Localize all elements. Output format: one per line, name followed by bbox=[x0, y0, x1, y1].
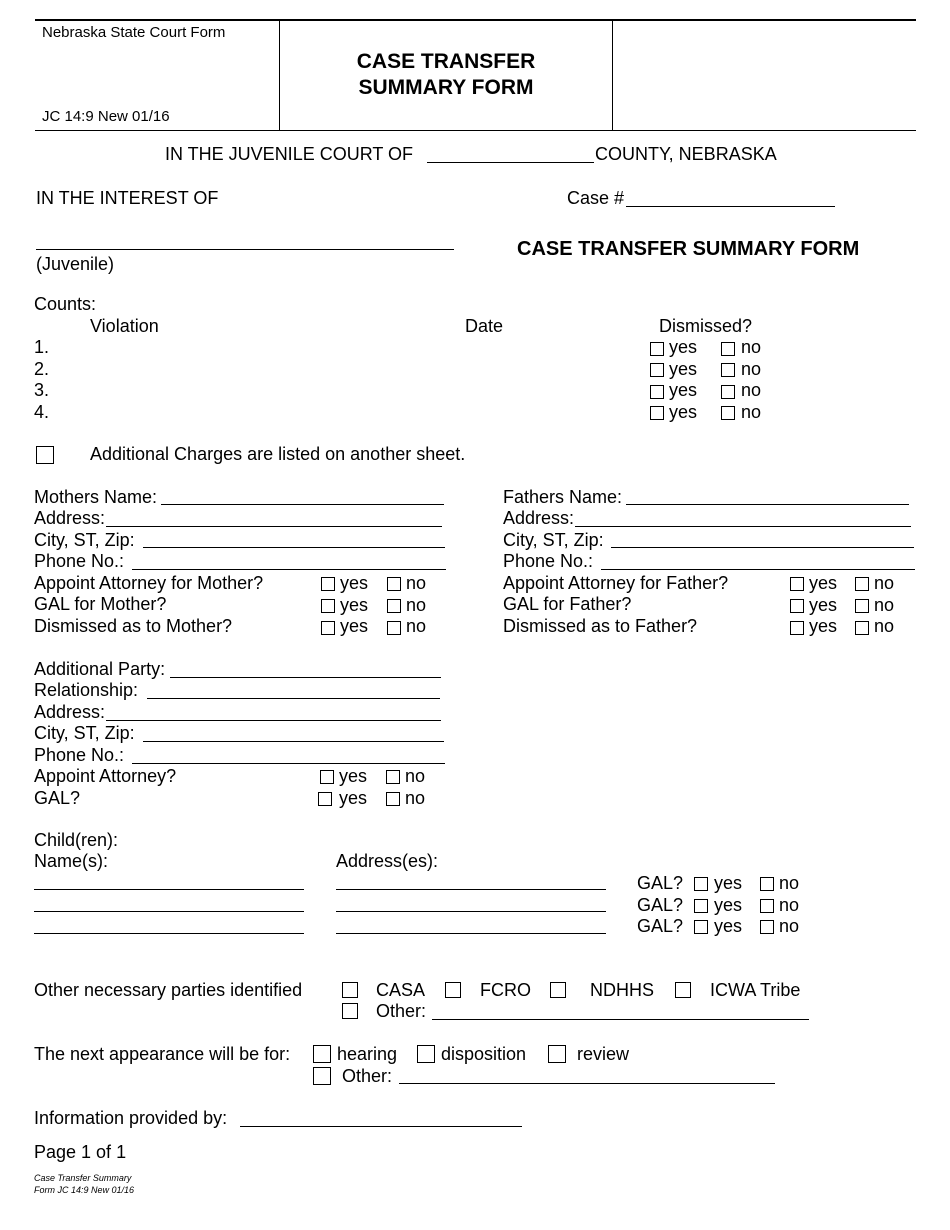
count-2-dismissed-yes-checkbox[interactable] bbox=[650, 363, 664, 377]
yes-label: yes bbox=[340, 595, 369, 615]
additional-party-field[interactable] bbox=[170, 677, 441, 678]
count-3-dismissed-no-checkbox[interactable] bbox=[721, 385, 735, 399]
count-row-number: 3. bbox=[34, 380, 50, 400]
child-3-gal-yes-checkbox[interactable] bbox=[694, 920, 708, 934]
party-city-label: City, ST, Zip: bbox=[34, 723, 135, 743]
count-1-dismissed-yes-checkbox[interactable] bbox=[650, 342, 664, 356]
yes-label: yes bbox=[714, 916, 743, 936]
page-number: Page 1 of 1 bbox=[34, 1142, 127, 1162]
no-label: no bbox=[741, 380, 762, 400]
yes-label: yes bbox=[340, 616, 369, 636]
relationship-field[interactable] bbox=[147, 698, 440, 699]
header-title-line2: SUMMARY FORM bbox=[358, 76, 534, 99]
yes-label: yes bbox=[669, 380, 698, 400]
party-phone-label: Phone No.: bbox=[34, 745, 125, 765]
child-gal-label: GAL? bbox=[637, 916, 684, 936]
disposition-checkbox[interactable] bbox=[417, 1045, 435, 1063]
no-label: no bbox=[741, 402, 762, 422]
count-3-dismissed-yes-checkbox[interactable] bbox=[650, 385, 664, 399]
no-label: no bbox=[779, 895, 800, 915]
yes-label: yes bbox=[669, 337, 698, 357]
next-appearance-other-field[interactable] bbox=[399, 1083, 775, 1084]
yes-label: yes bbox=[339, 788, 368, 808]
count-row-number: 1. bbox=[34, 337, 50, 357]
other-party-label: Other: bbox=[376, 1001, 427, 1021]
ndhhs-checkbox[interactable] bbox=[550, 982, 566, 998]
case-number-label: Case # bbox=[567, 188, 625, 208]
yes-label: yes bbox=[340, 573, 369, 593]
header-divider-left bbox=[279, 20, 280, 131]
no-label: no bbox=[874, 595, 895, 615]
mother-dismissed-no-checkbox[interactable] bbox=[387, 621, 401, 635]
other-party-checkbox[interactable] bbox=[342, 1003, 358, 1019]
party-phone-field[interactable] bbox=[132, 763, 445, 764]
child-gal-label: GAL? bbox=[637, 873, 684, 893]
court-suffix: COUNTY, NEBRASKA bbox=[595, 144, 777, 164]
icwa-tribe-checkbox[interactable] bbox=[675, 982, 691, 998]
mother-gal-label: GAL for Mother? bbox=[34, 594, 167, 614]
mother-city-field[interactable] bbox=[143, 547, 445, 548]
other-parties-label: Other necessary parties identified bbox=[34, 980, 303, 1000]
additional-charges-checkbox[interactable] bbox=[36, 446, 54, 464]
disposition-label: disposition bbox=[441, 1044, 527, 1064]
father-phone-label: Phone No.: bbox=[503, 551, 594, 571]
father-dismissed-yes-checkbox[interactable] bbox=[790, 621, 804, 635]
header-divider-right bbox=[612, 20, 613, 131]
child-name-field[interactable] bbox=[34, 933, 304, 934]
father-attorney-no-checkbox[interactable] bbox=[855, 577, 869, 591]
party-attorney-no-checkbox[interactable] bbox=[386, 770, 400, 784]
fcro-label: FCRO bbox=[480, 980, 531, 1000]
no-label: no bbox=[779, 873, 800, 893]
father-phone-field[interactable] bbox=[601, 569, 915, 570]
no-label: no bbox=[874, 573, 895, 593]
father-attorney-label: Appoint Attorney for Father? bbox=[503, 573, 729, 593]
father-address-label: Address: bbox=[503, 508, 575, 528]
father-name-field[interactable] bbox=[626, 504, 909, 505]
footer-line2: Form JC 14:9 New 01/16 bbox=[34, 1185, 135, 1195]
mother-attorney-yes-checkbox[interactable] bbox=[321, 577, 335, 591]
count-row-number: 2. bbox=[34, 359, 50, 379]
juvenile-name-field[interactable] bbox=[36, 249, 454, 250]
relationship-label: Relationship: bbox=[34, 680, 139, 700]
yes-label: yes bbox=[339, 766, 368, 786]
count-1-dismissed-no-checkbox[interactable] bbox=[721, 342, 735, 356]
father-dismissed-label: Dismissed as to Father? bbox=[503, 616, 698, 636]
children-addresses-label: Address(es): bbox=[336, 851, 439, 871]
mother-gal-no-checkbox[interactable] bbox=[387, 599, 401, 613]
no-label: no bbox=[405, 766, 426, 786]
count-4-dismissed-yes-checkbox[interactable] bbox=[650, 406, 664, 420]
yes-label: yes bbox=[809, 573, 838, 593]
next-appearance-other-checkbox[interactable] bbox=[313, 1067, 331, 1085]
casa-label: CASA bbox=[376, 980, 426, 1000]
father-gal-no-checkbox[interactable] bbox=[855, 599, 869, 613]
child-gal-label: GAL? bbox=[637, 895, 684, 915]
header-title-line1: CASE TRANSFER bbox=[356, 50, 536, 73]
child-address-field[interactable] bbox=[336, 911, 606, 912]
state-form-label: Nebraska State Court Form bbox=[42, 24, 226, 41]
next-appearance-other-label: Other: bbox=[342, 1066, 393, 1086]
county-field[interactable] bbox=[427, 162, 594, 163]
no-label: no bbox=[406, 573, 427, 593]
party-gal-label: GAL? bbox=[34, 788, 81, 808]
no-label: no bbox=[406, 595, 427, 615]
ndhhs-label: NDHHS bbox=[590, 980, 655, 1000]
juvenile-label: (Juvenile) bbox=[36, 254, 115, 274]
info-provided-label: Information provided by: bbox=[34, 1108, 228, 1128]
party-gal-no-checkbox[interactable] bbox=[386, 792, 400, 806]
child-name-field[interactable] bbox=[34, 889, 304, 890]
child-2-gal-no-checkbox[interactable] bbox=[760, 899, 774, 913]
case-number-field[interactable] bbox=[626, 206, 835, 207]
count-4-dismissed-no-checkbox[interactable] bbox=[721, 406, 735, 420]
party-attorney-yes-checkbox[interactable] bbox=[320, 770, 334, 784]
additional-charges-label: Additional Charges are listed on another sheet. bbox=[90, 444, 466, 464]
party-gal-yes-checkbox[interactable] bbox=[318, 792, 332, 806]
yes-label: yes bbox=[714, 873, 743, 893]
mother-city-label: City, ST, Zip: bbox=[34, 530, 135, 550]
review-label: review bbox=[577, 1044, 630, 1064]
casa-checkbox[interactable] bbox=[342, 982, 358, 998]
party-address-label: Address: bbox=[34, 702, 106, 722]
interest-label: IN THE INTEREST OF bbox=[36, 188, 219, 208]
yes-label: yes bbox=[714, 895, 743, 915]
dismissed-header: Dismissed? bbox=[659, 316, 753, 336]
mother-address-label: Address: bbox=[34, 508, 106, 528]
footer-line1: Case Transfer Summary bbox=[34, 1173, 132, 1183]
no-label: no bbox=[741, 359, 762, 379]
children-label: Child(ren): bbox=[34, 830, 119, 850]
violation-header: Violation bbox=[90, 316, 159, 336]
party-address-field[interactable] bbox=[106, 720, 441, 721]
father-gal-yes-checkbox[interactable] bbox=[790, 599, 804, 613]
father-name-label: Fathers Name: bbox=[503, 487, 623, 507]
counts-label: Counts: bbox=[34, 294, 97, 314]
mother-attorney-label: Appoint Attorney for Mother? bbox=[34, 573, 264, 593]
hearing-label: hearing bbox=[337, 1044, 398, 1064]
hearing-checkbox[interactable] bbox=[313, 1045, 331, 1063]
father-dismissed-no-checkbox[interactable] bbox=[855, 621, 869, 635]
mother-dismissed-label: Dismissed as to Mother? bbox=[34, 616, 233, 636]
no-label: no bbox=[406, 616, 427, 636]
child-1-gal-no-checkbox[interactable] bbox=[760, 877, 774, 891]
yes-label: yes bbox=[809, 595, 838, 615]
child-address-field[interactable] bbox=[336, 933, 606, 934]
no-label: no bbox=[405, 788, 426, 808]
yes-label: yes bbox=[669, 359, 698, 379]
yes-label: yes bbox=[809, 616, 838, 636]
child-3-gal-no-checkbox[interactable] bbox=[760, 920, 774, 934]
mother-name-field[interactable] bbox=[161, 504, 444, 505]
other-party-field[interactable] bbox=[432, 1019, 809, 1020]
child-2-gal-yes-checkbox[interactable] bbox=[694, 899, 708, 913]
children-names-label: Name(s): bbox=[34, 851, 109, 871]
mother-name-label: Mothers Name: bbox=[34, 487, 158, 507]
party-city-field[interactable] bbox=[143, 741, 444, 742]
fcro-checkbox[interactable] bbox=[445, 982, 461, 998]
mother-address-field[interactable] bbox=[106, 526, 442, 527]
no-label: no bbox=[779, 916, 800, 936]
father-address-field[interactable] bbox=[575, 526, 911, 527]
main-title: CASE TRANSFER SUMMARY FORM bbox=[517, 238, 860, 260]
next-appearance-label: The next appearance will be for: bbox=[34, 1044, 291, 1064]
no-label: no bbox=[874, 616, 895, 636]
no-label: no bbox=[741, 337, 762, 357]
mother-phone-field[interactable] bbox=[132, 569, 446, 570]
mother-gal-yes-checkbox[interactable] bbox=[321, 599, 335, 613]
header-bottom-rule bbox=[35, 130, 916, 131]
mother-dismissed-yes-checkbox[interactable] bbox=[321, 621, 335, 635]
child-1-gal-yes-checkbox[interactable] bbox=[694, 877, 708, 891]
additional-party-label: Additional Party: bbox=[34, 659, 166, 679]
child-address-field[interactable] bbox=[336, 889, 606, 890]
count-2-dismissed-no-checkbox[interactable] bbox=[721, 363, 735, 377]
mother-attorney-no-checkbox[interactable] bbox=[387, 577, 401, 591]
icwa-tribe-label: ICWA Tribe bbox=[710, 980, 801, 1000]
father-city-label: City, ST, Zip: bbox=[503, 530, 604, 550]
yes-label: yes bbox=[669, 402, 698, 422]
form-code: JC 14:9 New 01/16 bbox=[42, 108, 170, 125]
father-attorney-yes-checkbox[interactable] bbox=[790, 577, 804, 591]
father-city-field[interactable] bbox=[611, 547, 914, 548]
date-header: Date bbox=[465, 316, 504, 336]
info-provided-field[interactable] bbox=[240, 1126, 522, 1127]
mother-phone-label: Phone No.: bbox=[34, 551, 125, 571]
review-checkbox[interactable] bbox=[548, 1045, 566, 1063]
party-attorney-label: Appoint Attorney? bbox=[34, 766, 177, 786]
court-prefix: IN THE JUVENILE COURT OF bbox=[165, 144, 414, 164]
child-name-field[interactable] bbox=[34, 911, 304, 912]
father-gal-label: GAL for Father? bbox=[503, 594, 632, 614]
header-top-rule bbox=[35, 19, 916, 21]
count-row-number: 4. bbox=[34, 402, 50, 422]
